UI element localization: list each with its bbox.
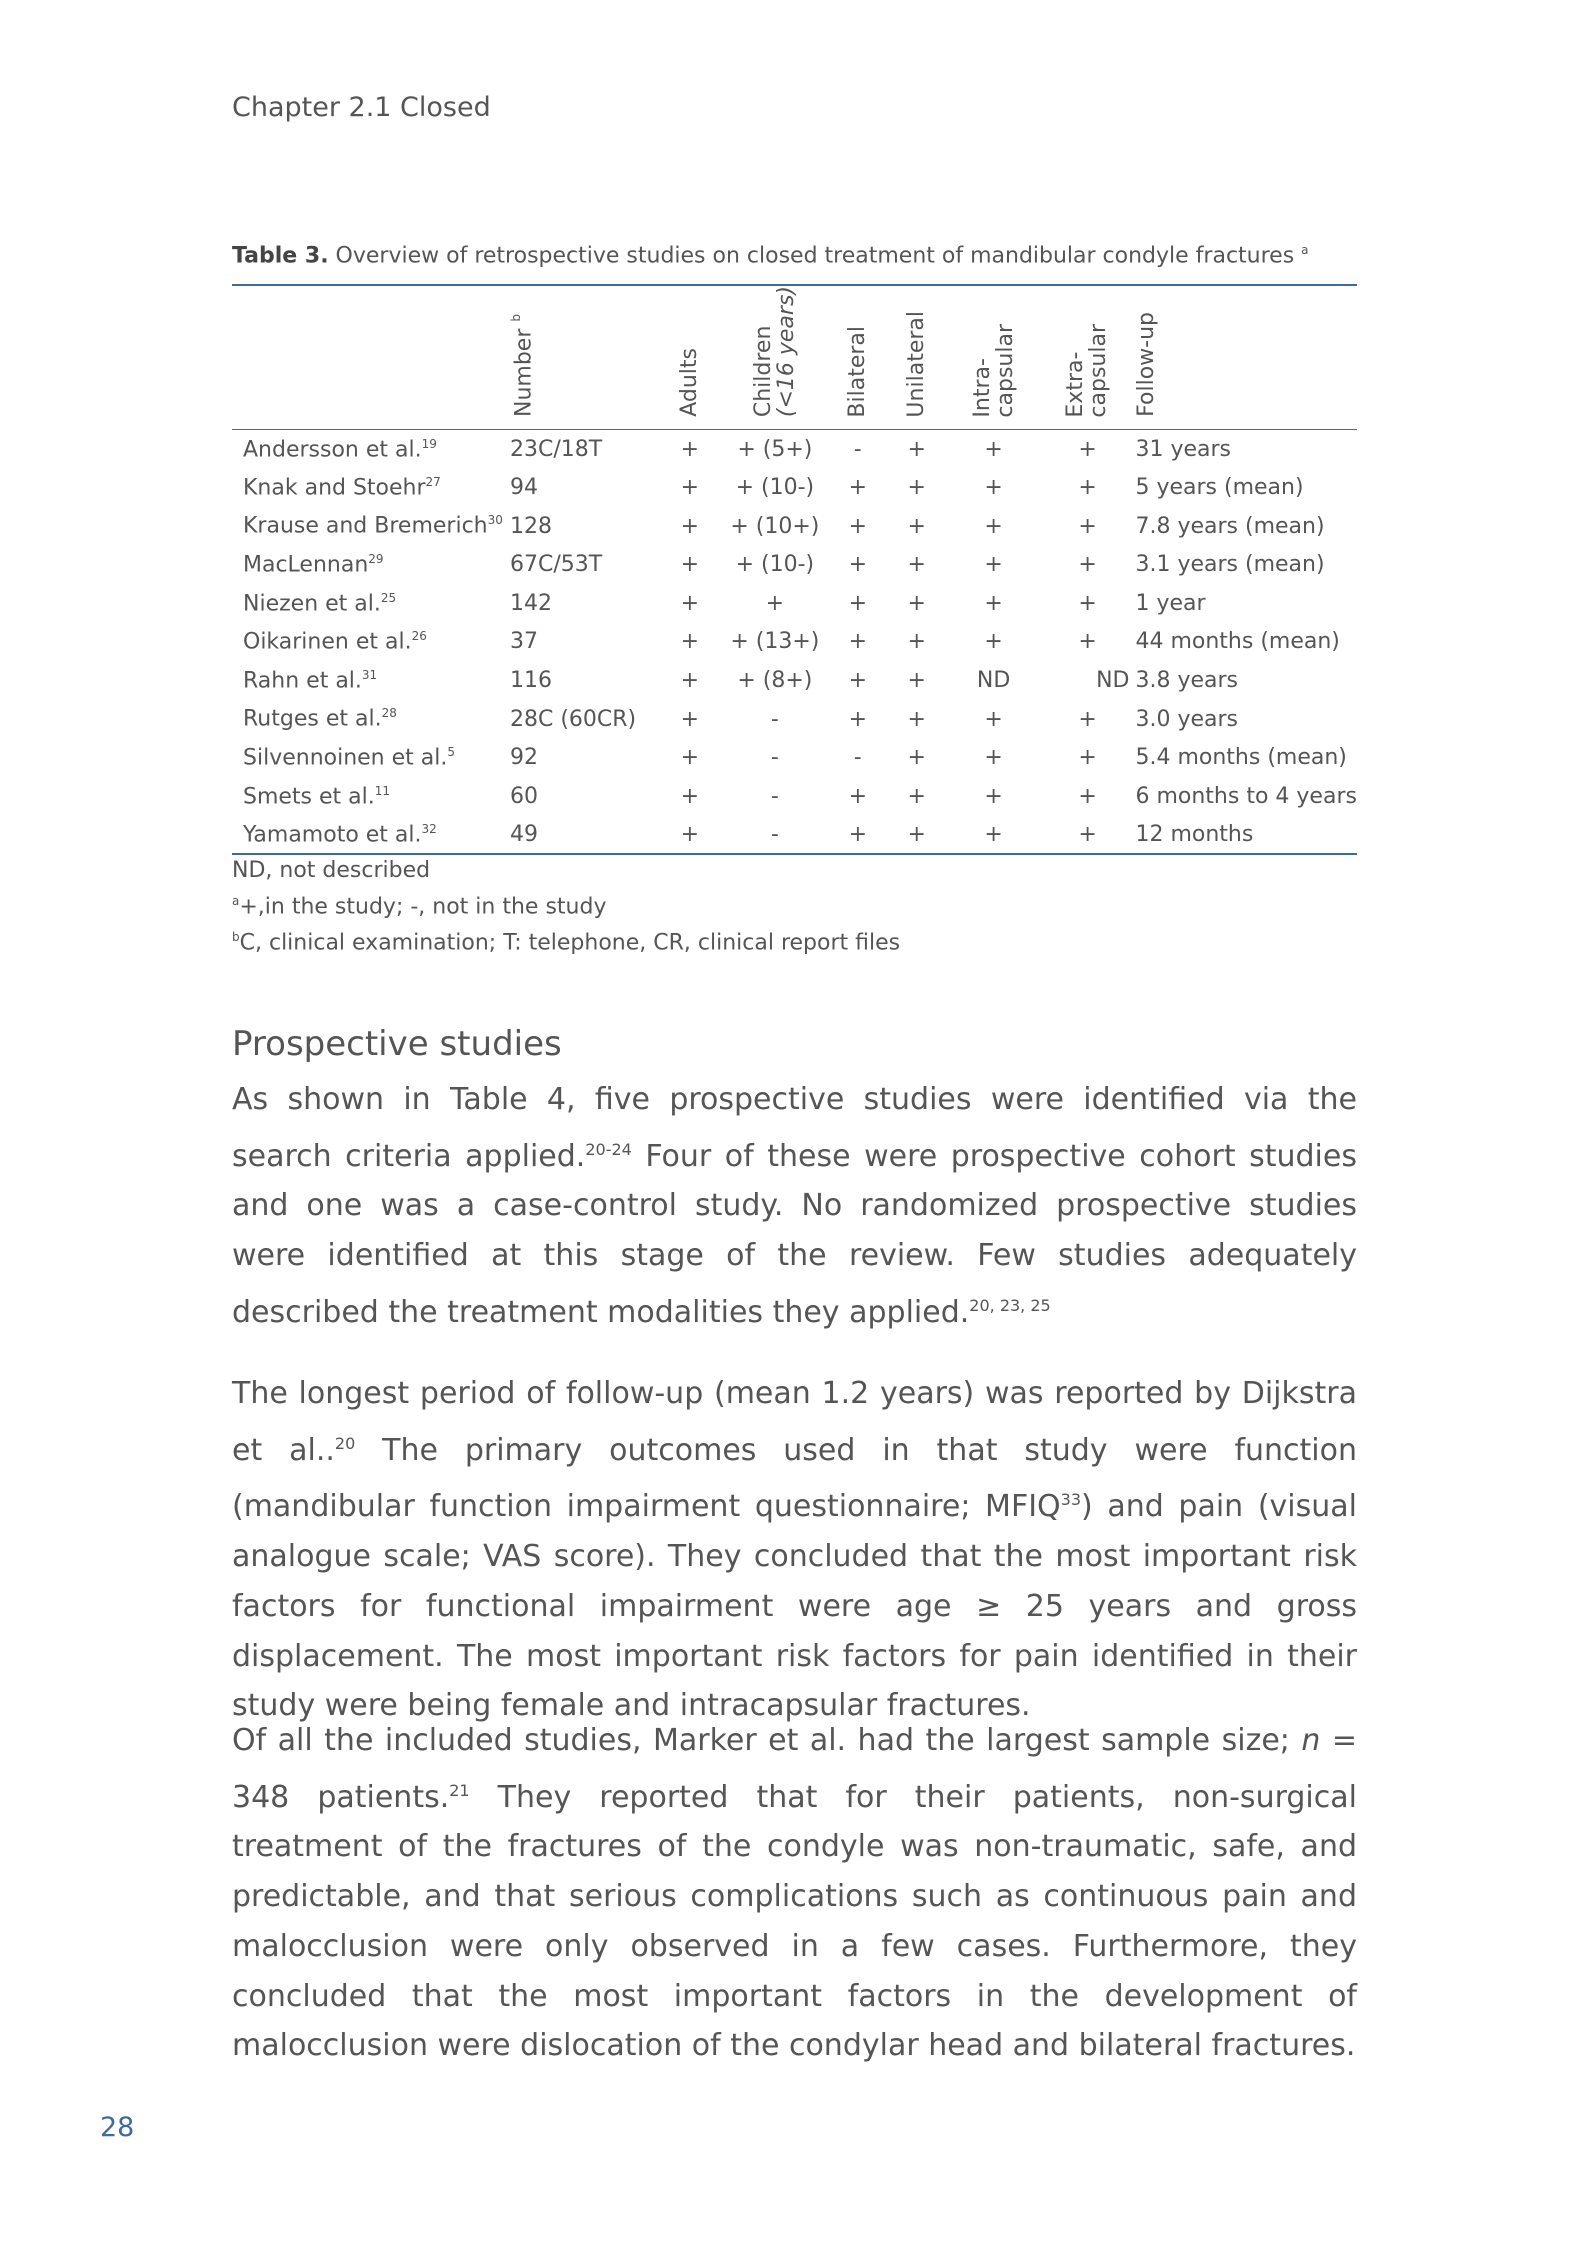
cell-adults: + (680, 513, 700, 539)
cell-followup: 3.8 years (1135, 668, 1239, 693)
cell-intra: + (984, 552, 1003, 578)
cell-number: 37 (509, 629, 538, 655)
cell-unilateral: + (907, 629, 926, 655)
cell-intra: + (984, 629, 1003, 655)
cell-children: - (770, 783, 779, 809)
cell-number: 128 (509, 513, 552, 539)
table-row (232, 468, 1357, 507)
header-study (232, 285, 510, 430)
cell-followup: 31 years (1135, 436, 1232, 462)
cell-number: 49 (509, 821, 538, 847)
cell-intra: + (984, 513, 1003, 539)
cell-unilateral: + (907, 436, 926, 462)
cell-intra: + (984, 706, 1003, 732)
page-number: 28 (100, 2112, 135, 2143)
table-row (232, 700, 1357, 739)
cell-unilateral: + (907, 475, 926, 501)
table-row (232, 584, 1357, 623)
cell-intra: ND (976, 668, 1011, 693)
header-adults: Adults (677, 348, 703, 418)
cell-children: + (10-) (735, 475, 815, 501)
running-header: Chapter 2.1 Closed (232, 92, 491, 123)
table-row (232, 545, 1357, 584)
cell-unilateral: + (907, 590, 926, 616)
cell-bilateral: + (848, 668, 867, 693)
cell-unilateral: + (907, 745, 926, 771)
cell-unilateral: + (907, 513, 926, 539)
cell-followup: 5.4 months (mean) (1135, 745, 1347, 771)
cell-extra: + (1078, 783, 1097, 809)
table-body (232, 430, 1357, 855)
cell-intra: + (984, 475, 1003, 501)
cell-followup: 1 year (1135, 590, 1206, 616)
cell-study: Andersson et al.$^{19}$ (243, 436, 437, 462)
studies-table-wrapper (232, 284, 1357, 855)
cell-adults: + (680, 552, 700, 578)
cell-unilateral: + (907, 821, 926, 847)
cell-extra: + (1078, 513, 1097, 539)
table-notes (232, 856, 900, 959)
table-row (232, 738, 1357, 777)
cell-bilateral: + (848, 513, 867, 539)
cell-bilateral: + (848, 706, 867, 732)
note-a: $^a$+,in the study; -, not in the study (232, 894, 607, 920)
cell-intra: + (984, 436, 1003, 462)
cell-adults: + (680, 668, 700, 693)
cell-children: - (770, 745, 779, 771)
cell-extra: + (1078, 590, 1097, 616)
cell-extra: + (1078, 745, 1097, 771)
header-unilateral: Unilateral (904, 310, 930, 418)
header-children: Children (<16 years) (750, 286, 799, 418)
cell-adults: + (680, 436, 700, 462)
cell-bilateral: + (848, 783, 867, 809)
cell-followup: 3.1 years (mean) (1135, 552, 1325, 578)
cell-extra: + (1078, 436, 1097, 462)
cell-children: + (5+) (737, 436, 813, 462)
table-caption-footnote-mark: a (1301, 243, 1309, 257)
cell-unilateral: + (907, 552, 926, 578)
cell-study: Silvennoinen et al.$^5$ (243, 745, 455, 771)
cell-study: Yamamoto et al.$^{32}$ (243, 821, 437, 848)
cell-followup: 3.0 years (1135, 706, 1239, 732)
cell-adults: + (680, 475, 700, 501)
cell-extra: + (1078, 552, 1097, 578)
cell-study: Niezen et al.$^{25}$ (243, 590, 397, 616)
header-intracapsular: Intra- capsular (969, 323, 1018, 418)
cell-adults: + (680, 629, 700, 655)
cell-children: + (10+) (730, 513, 820, 539)
cell-unilateral: + (907, 783, 926, 809)
cell-followup: 6 months to 4 years (1135, 783, 1357, 809)
table-row (232, 777, 1357, 816)
cell-adults: + (680, 821, 700, 847)
cell-extra: + (1078, 629, 1097, 655)
header-extracapsular: Extra- capsular (1063, 323, 1112, 418)
cell-adults: + (680, 745, 700, 771)
cell-adults: + (680, 706, 700, 732)
table-caption-text: Overview of retrospective studies on closed treatment of mandibular condyle fractures (328, 243, 1302, 269)
table-header-row (232, 285, 1357, 430)
section-title: Prospective studies (232, 1024, 562, 1064)
cell-bilateral: + (848, 629, 867, 655)
cell-intra: + (984, 783, 1003, 809)
cell-bilateral: - (853, 745, 862, 771)
cell-number: 67C/53T (509, 552, 603, 578)
cell-adults: + (680, 590, 700, 616)
cell-number: 23C/18T (509, 436, 603, 462)
paragraph-1: As shown in Table 4, five prospective studies were identified via the search criteria applied.$^{20-24}$ Four of these were prospective cohort studies and one was a case-control study. No randomized prospective studies were identified at this stage of the review. Few studies adequately described the treatment modalities they applied.$^{20, 23, 25}$ (232, 1082, 1357, 1330)
cell-children: + (13+) (730, 629, 820, 655)
cell-bilateral: + (848, 475, 867, 501)
cell-study: MacLennan$^{29}$ (243, 552, 384, 578)
cell-intra: + (984, 821, 1003, 847)
retrospective-studies-table (232, 284, 1357, 855)
cell-study: Krause and Bremerich$^{30}$ (243, 513, 503, 539)
cell-followup: 12 months (1135, 821, 1254, 847)
cell-study: Smets et al.$^{11}$ (243, 783, 391, 809)
cell-unilateral: + (907, 668, 926, 693)
table-row (232, 623, 1357, 662)
cell-number: 92 (509, 745, 538, 771)
cell-study: Rahn et al.$^{31}$ (243, 667, 378, 694)
cell-number: 60 (509, 783, 538, 809)
table-caption (232, 243, 1309, 268)
cell-intra: + (984, 590, 1003, 616)
cell-extra: + (1078, 821, 1097, 847)
paragraph-2: The longest period of follow-up (mean 1.2 years) was reported by Dijkstra et al..$^{20}$ The primary outcomes used in that study were function (mandibular function impairment questionnaire; MFIQ$^{33}$) and pain (visual analogue scale; VAS score). They concluded that the most important risk factors for functional impairment were age ≥ 25 years and gross displacement. The most important risk factors for pain identified in their study were being female and intracapsular fractures. (232, 1376, 1357, 1724)
cell-followup: 44 months (mean) (1135, 629, 1340, 655)
cell-followup: 7.8 years (mean) (1135, 513, 1325, 539)
cell-number: 142 (509, 590, 552, 616)
cell-number: 28C (60CR) (509, 706, 637, 732)
cell-study: Oikarinen et al.$^{26}$ (243, 629, 427, 655)
note-b: $^b$C, clinical examination; T: telephone, CR, clinical report files (232, 930, 901, 956)
cell-number: 116 (509, 668, 552, 693)
cell-extra: ND (1096, 668, 1130, 693)
cell-unilateral: + (907, 706, 926, 732)
table-row (232, 816, 1357, 855)
cell-extra: + (1078, 475, 1097, 501)
cell-bilateral: - (853, 436, 862, 462)
header-followup: Follow-up (1134, 312, 1160, 418)
table-row (232, 507, 1357, 546)
note-nd: ND, not described (232, 858, 431, 883)
cell-intra: + (984, 745, 1003, 771)
cell-study: Knak and Stoehr$^{27}$ (243, 474, 441, 501)
cell-children: + (765, 590, 785, 616)
cell-bilateral: + (848, 590, 867, 616)
header-number: Number $^b$ (508, 314, 537, 418)
cell-bilateral: + (848, 821, 867, 847)
cell-study: Rutges et al.$^{28}$ (243, 706, 397, 732)
cell-children: + (8+) (737, 668, 813, 693)
cell-extra: + (1078, 706, 1097, 732)
table-row (232, 430, 1357, 469)
cell-adults: + (680, 783, 700, 809)
cell-bilateral: + (848, 552, 867, 578)
cell-followup: 5 years (mean) (1135, 475, 1304, 501)
table-caption-label: Table 3. (232, 243, 329, 269)
header-bilateral: Bilateral (845, 325, 871, 418)
table-row (232, 661, 1357, 700)
cell-children: - (770, 706, 779, 732)
paragraph-3: Of all the included studies, Marker et al. had the largest sample size; n = 348 patients.$^{21}$ They reported that for their patients, non-surgical treatment of the fractures of the condyle was non-traumatic, safe, and predictable, and that serious complications such as continuous pain and malocclusion were only observed in a few cases. Furthermore, they concluded that the most important factors in the development of malocclusion were dislocation of the condylar head and bilateral fractures. (232, 1723, 1357, 2064)
cell-children: - (770, 821, 779, 847)
cell-number: 94 (509, 475, 538, 501)
cell-children: + (10-) (735, 552, 815, 578)
